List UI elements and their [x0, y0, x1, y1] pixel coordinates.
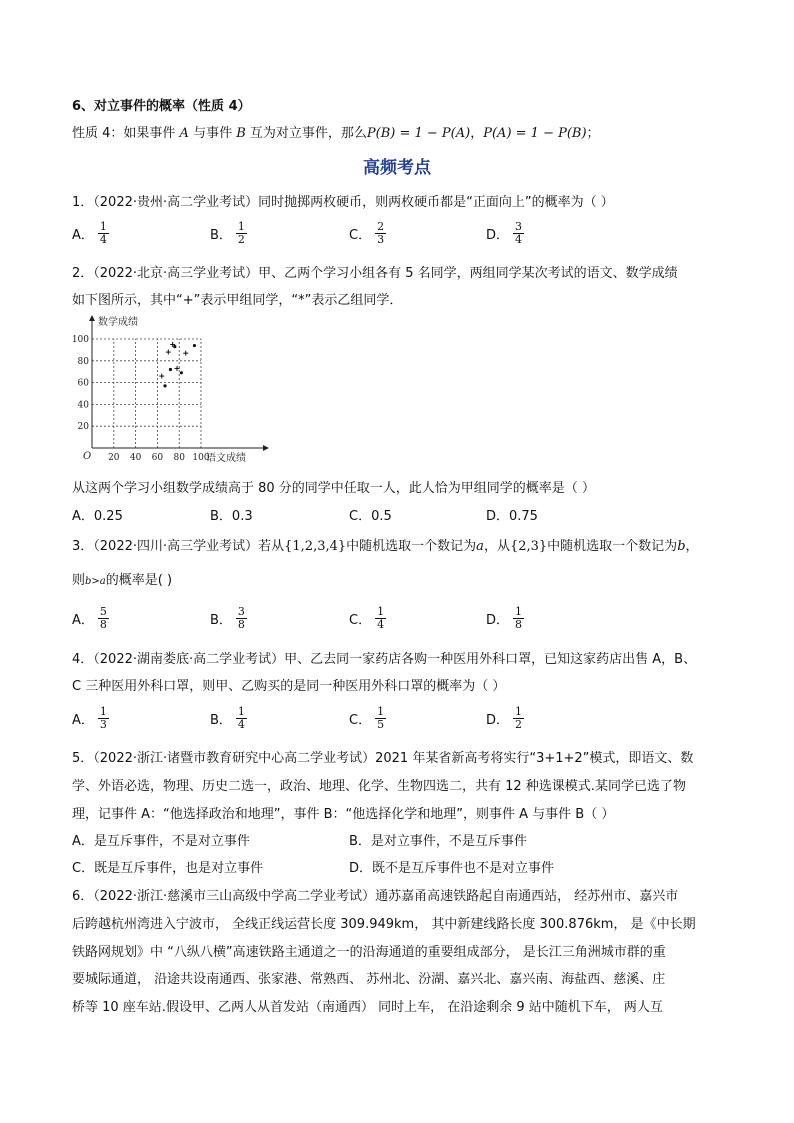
point-group-b	[169, 368, 172, 371]
option-label: B．	[210, 713, 232, 728]
q3-var-a: a	[476, 539, 484, 554]
q6-line5: 桥等 10 座车站.假设甲、乙两人从首发站（南通西） 同时上车， 在沿途剩余 9 站中随机下车， 两人互	[72, 1000, 663, 1015]
property-text-2: 与事件	[188, 126, 237, 141]
q3-set-1: {1,2,3,4}	[284, 539, 347, 554]
chart-grid	[92, 339, 201, 448]
point-group-a	[175, 366, 180, 371]
q2-question: 从这两个学习小组数学成绩高于 80 分的同学中任取一人，此人恰为甲组同学的概率是（ ）	[72, 481, 595, 496]
q5-option-a[interactable]: A．是互斥事件，不是对立事件	[72, 834, 250, 849]
fraction: $\frac{1}{4}$	[99, 220, 107, 246]
q6-line4: 要城际通道， 沿途共设南通西、张家港、常熟西、 苏州北、汾湖、嘉兴北、嘉兴南、海盐西、慈溪、庄	[72, 972, 666, 987]
point-group-b	[180, 371, 183, 374]
y-tick-label: 80	[77, 356, 89, 367]
formula-2: P(A) = 1 − P(B)	[483, 126, 587, 141]
end-mark: ；	[586, 126, 600, 141]
option-label: A．	[72, 713, 94, 728]
event-a: A	[179, 126, 189, 141]
separator: ，	[470, 126, 484, 141]
option-label: D．	[486, 713, 510, 728]
x-tick-label: 20	[108, 453, 120, 463]
property-text: 性质 4：如果事件	[72, 126, 180, 141]
point-group-b	[163, 384, 166, 387]
fraction: $\frac{1}{3}$	[99, 705, 107, 731]
x-tick-label: 60	[151, 453, 164, 463]
fraction: $\frac{1}{2}$	[237, 220, 245, 246]
option-label: A．	[72, 613, 94, 628]
q1-option-a[interactable]	[72, 221, 109, 246]
q3-text-3: ，从	[483, 539, 510, 554]
option-label: C．	[349, 713, 372, 728]
y-tick-label: 60	[77, 378, 89, 389]
fraction: $\frac{1}{8}$	[515, 605, 523, 631]
q5-option-b[interactable]: B．是对立事件，不是互斥事件	[349, 834, 527, 849]
q4-option-c[interactable]	[349, 706, 386, 731]
option-label: D．	[486, 613, 510, 628]
q3-text-4: 中随机选取一个数记为	[547, 539, 678, 554]
y-axis-label: 数学成绩	[98, 317, 138, 328]
formula-1: P(B) = 1 − P(A)	[366, 126, 471, 141]
fraction: $\frac{1}{2}$	[515, 705, 523, 731]
q3-option-c[interactable]	[349, 606, 386, 631]
fraction: $\frac{5}{8}$	[99, 605, 107, 631]
q1-option-c[interactable]	[349, 221, 386, 246]
point-group-b	[173, 345, 176, 348]
q4-option-d[interactable]	[486, 706, 524, 731]
y-tick-label: 100	[71, 335, 89, 345]
point-group-a	[159, 374, 164, 379]
page-title: 高频考点	[363, 158, 431, 178]
q6-line2: 后跨越杭州湾进入宁波市， 全线正线运营长度 309.949km， 其中新建线路长度 300.876km， 是《中长期	[72, 917, 696, 932]
option-label: D．	[486, 228, 510, 243]
q4-option-a[interactable]	[72, 706, 109, 731]
property-text-3: 互为对立事件，那么	[245, 126, 367, 141]
y-tick-label: 40	[77, 400, 89, 411]
q5-option-c[interactable]: C．既是互斥事件，也是对立事件	[72, 861, 264, 876]
option-label: C．	[349, 228, 372, 243]
q3-text-2: 中随机选取一个数记为	[346, 539, 477, 554]
q2-option-c[interactable]: C．0.5	[349, 509, 392, 524]
section-heading: 6、对立事件的概率（性质 4）	[72, 99, 251, 114]
fraction: $\frac{1}{5}$	[377, 705, 385, 731]
q4-option-b[interactable]	[210, 706, 247, 731]
fraction: $\frac{3}{4}$	[515, 220, 523, 246]
q3-stem	[72, 535, 699, 554]
origin-label: O	[83, 451, 92, 462]
q2-option-b[interactable]: B．0.3	[210, 509, 253, 524]
q5-stem-line2: 学、外语必选，物理、历史二选一，政治、地理、化学、生物四选二，共有 12 种选课模式.某同学已选了物	[72, 779, 686, 794]
q5-stem-line3: 理，记事件 A：“他选择政治和地理”，事件 B：“他选择化学和地理”，则事件 A 与事件 B（ ）	[72, 807, 615, 822]
option-label: C．	[349, 613, 372, 628]
q1-stem: 1．（2022·贵州·高二学业考试）同时抛掷两枚硬币，则两枚硬币都是“正面向上”的概率为（ ）	[72, 195, 614, 210]
q3-text-5: ，	[685, 539, 699, 554]
fraction: $\frac{3}{8}$	[237, 605, 245, 631]
q3-line2-prefix: 则	[72, 573, 86, 588]
q3-option-d[interactable]	[486, 606, 524, 631]
q4-stem-line2: C 三种医用外科口罩，则甲、乙购买的是同一种医用外科口罩的概率为（ ）	[72, 679, 506, 694]
fraction: $\frac{1}{4}$	[377, 605, 385, 631]
scatter-chart	[71, 313, 278, 464]
y-tick-label: 20	[77, 422, 89, 433]
option-label: B．	[210, 228, 232, 243]
q3-condition: b>a	[85, 576, 106, 587]
point-group-b	[193, 344, 196, 347]
q3-option-a[interactable]	[72, 606, 109, 631]
q3-var-b: b	[677, 539, 686, 554]
q3-option-b[interactable]	[210, 606, 247, 631]
q2-option-d[interactable]: D．0.75	[486, 509, 538, 524]
q2-stem-line1: 2．（2022·北京·高三学业考试）甲、乙两个学习小组各有 5 名同学，两组同学某次考试的语文、数学成绩	[72, 266, 678, 281]
x-axis-label: 语文成绩	[206, 453, 246, 464]
q3-text: 3．（2022·四川·高三学业考试）若从	[72, 539, 285, 554]
y-axis-arrow	[89, 315, 95, 321]
x-tick-label: 100	[192, 453, 210, 463]
option-label: B．	[210, 613, 232, 628]
x-axis-arrow	[263, 445, 269, 451]
q5-stem-line1: 5．（2022·浙江·诸暨市教育研究中心高二学业考试）2021 年某省新高考将实行“3+1+2”模式，即语文、数	[72, 751, 694, 766]
point-group-a	[183, 351, 188, 356]
q3-line2-suffix: 的概率是( )	[105, 573, 173, 588]
fraction: $\frac{2}{3}$	[377, 220, 385, 246]
q3-stem-line2	[72, 569, 172, 588]
option-label: A．	[72, 228, 94, 243]
property-4-statement	[72, 122, 600, 141]
fraction: $\frac{1}{4}$	[237, 705, 245, 731]
x-tick-label: 80	[173, 453, 185, 463]
q2-option-a[interactable]: A．0.25	[72, 509, 123, 524]
x-tick-label: 40	[129, 453, 142, 463]
point-group-a	[166, 350, 171, 355]
q2-stem-line2: 如下图所示，其中“+”表示甲组同学，“*”表示乙组同学．	[72, 293, 403, 308]
q6-line3: 铁路网规划》中 “八纵八横”高速铁路主通道之一的沿海通道的重要组成部分， 是长江三角洲城市群的重	[72, 945, 666, 960]
q3-set-2: {2,3}	[509, 539, 548, 554]
q6-line1: 6．（2022·浙江·慈溪市三山高级中学高二学业考试）通苏嘉甬高速铁路起自南通西站， 经苏州市、嘉兴市	[72, 889, 679, 904]
q5-option-d[interactable]: D．既不是互斥事件也不是对立事件	[349, 861, 555, 876]
q1-option-b[interactable]	[210, 221, 247, 246]
q1-option-d[interactable]	[486, 221, 524, 246]
q4-stem-line1: 4．（2022·湖南娄底·高二学业考试）甲、乙去同一家药店各购一种医用外科口罩，已知这家药店出售 A，B、	[72, 652, 697, 667]
event-b: B	[236, 126, 246, 141]
